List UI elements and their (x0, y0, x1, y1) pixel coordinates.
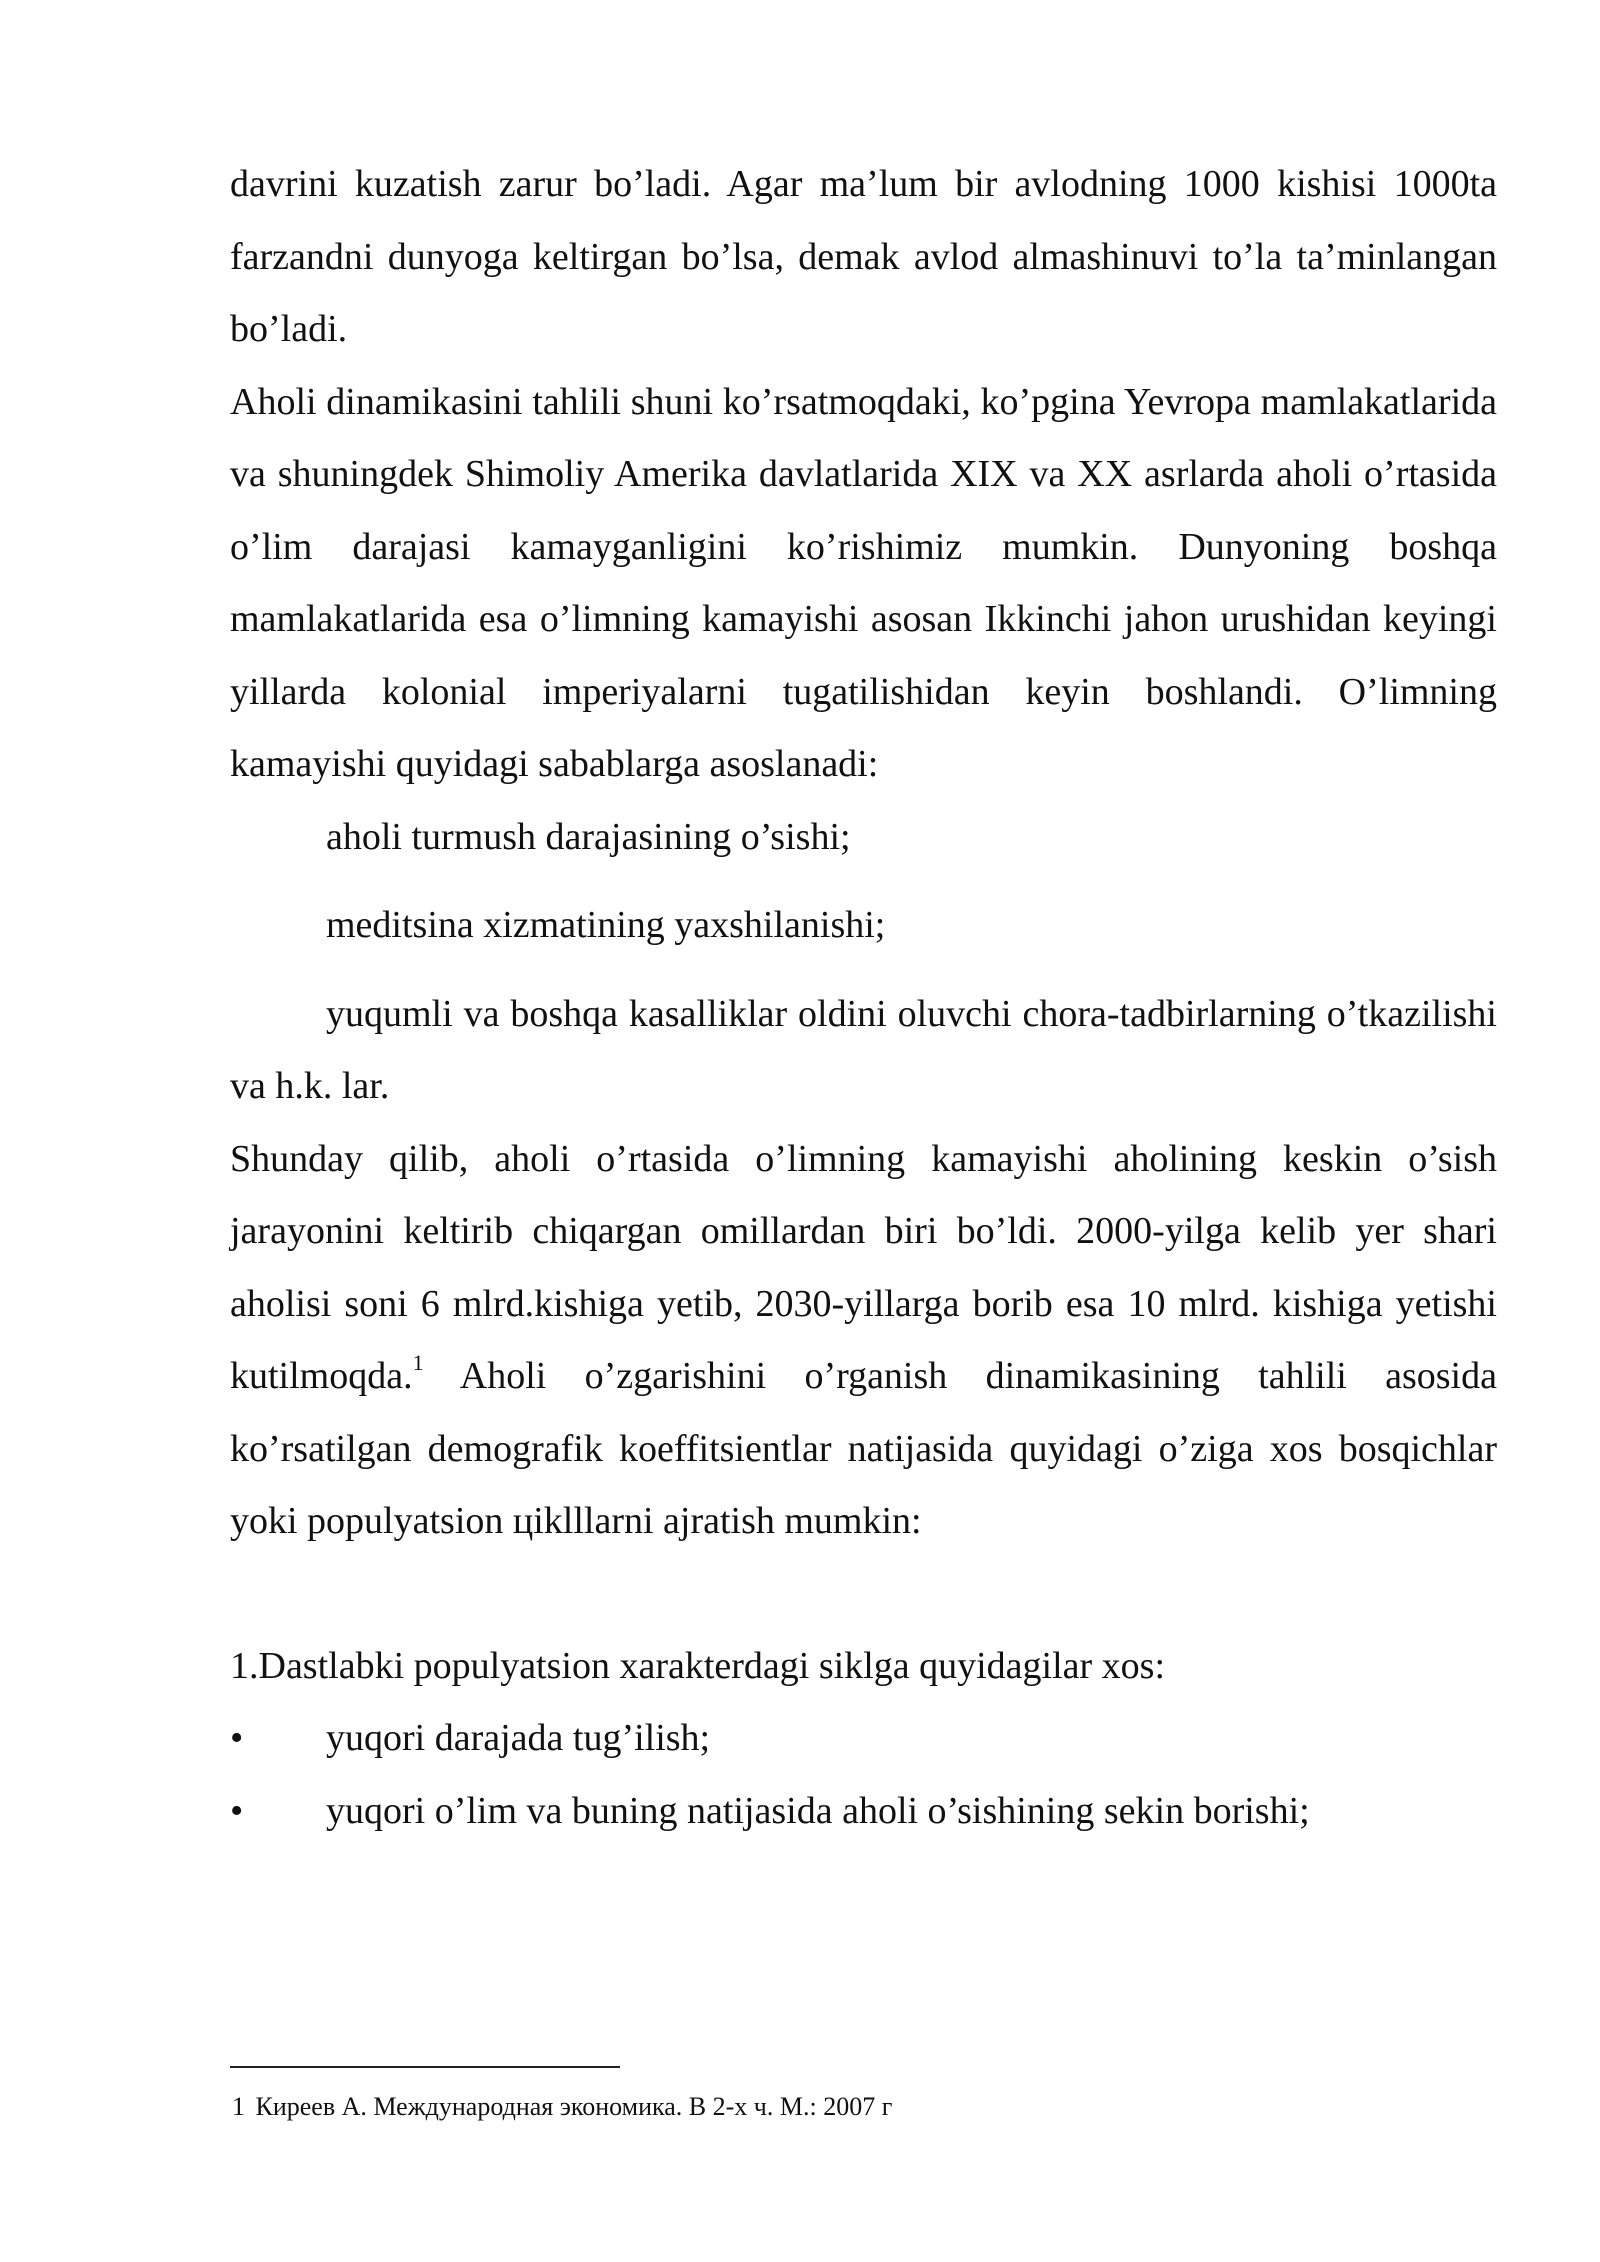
reasons-list (230, 801, 1497, 1123)
list-item-text: yuqori darajada tug’ilish; (326, 1717, 711, 1759)
bullet-dot-icon: • (230, 1789, 244, 1832)
list-item (230, 1702, 1497, 1775)
list-item-text: aholi turmush darajasining o’sishi; (326, 815, 851, 858)
document-page (230, 148, 1497, 1847)
paragraph-first-cycle: 1.Dastlabki populyatsion xarakterdagi siklga quyidagilar xos: (230, 1644, 1166, 1687)
list-item-text: yuqumli va boshqa kasalliklar oldini oluvchi chora-tadbirlarning o’tkazilishi va h.k. lar. (230, 992, 1497, 1107)
list-item (230, 978, 1497, 1123)
list-item (230, 1775, 1497, 1848)
paragraph-population-growth (230, 1123, 1497, 1558)
list-item (230, 889, 1497, 962)
list-item-text: yuqori o’lim va buning natijasida aholi o’sishining sekin borishi; (326, 1789, 1310, 1832)
footnote-number: 1 (232, 2092, 245, 2121)
cycle-features-list (230, 1702, 1497, 1847)
paragraph-generation-replacement: davrini kuzatish zarur bo’ladi. Agar ma’lum bir avlodning 1000 kishisi 1000ta farzandni dunyoga keltirgan bo’lsa, demak avlod almashinuvi to’la ta’minlangan bo’ladi. (230, 163, 1497, 350)
bullet-dot-icon: • (230, 1717, 244, 1759)
blank-line (230, 1558, 1497, 1630)
footnote-separator (230, 2066, 620, 2068)
paragraph-mortality-decline: Aholi dinamikasini tahlili shuni ko’rsatmoqdaki, ko’pgina Yevropa mamlakatlarida va shuningdek Shimoliy Amerika davlatlarida XIX va XX asrlarda aholi o’rtasida o’lim darajasi kamayganligini ko’rishimiz mumkin. Dunyoning boshqa mamlakatlarida esa o’limning kamayishi asosan Ikkinchi jahon urushidan keyingi yillarda kolonial imperiyalarni tugatilishidan keyin boshlandi. O’limning kamayishi quyidagi sabablarga asoslanadi: (230, 380, 1497, 785)
list-item (230, 801, 1497, 874)
footnote-reference[interactable]: 1 (412, 1350, 424, 1376)
list-item-text: meditsina xizmatining yaxshilanishi; (326, 904, 886, 946)
paragraph-text: Aholi o’zgarishini o’rganish dinamikasining tahlili asosida ko’rsatilgan demografik koeffitsientlar natijasida quyidagi o’ziga xos bosqichlar yoki populyatsion цiklllarni ajratish mumkin: (230, 1355, 1497, 1542)
footnote-text: Киреев А. Международная экономика. В 2-х ч. М.: 2007 г (255, 2092, 893, 2121)
footnote (232, 2090, 892, 2124)
paragraph-text: Shunday qilib, aholi o’rtasida o’limning kamayishi aholining keskin o’sish jarayonini keltirib chiqargan omillardan biri bo’ldi. 2000-yilga kelib yer shari aholisi soni 6 mlrd.kishiga yetib, 2030-yillarga borib esa 10 mlrd. kishiga yetishi kutilmoqda. (230, 1137, 1497, 1397)
